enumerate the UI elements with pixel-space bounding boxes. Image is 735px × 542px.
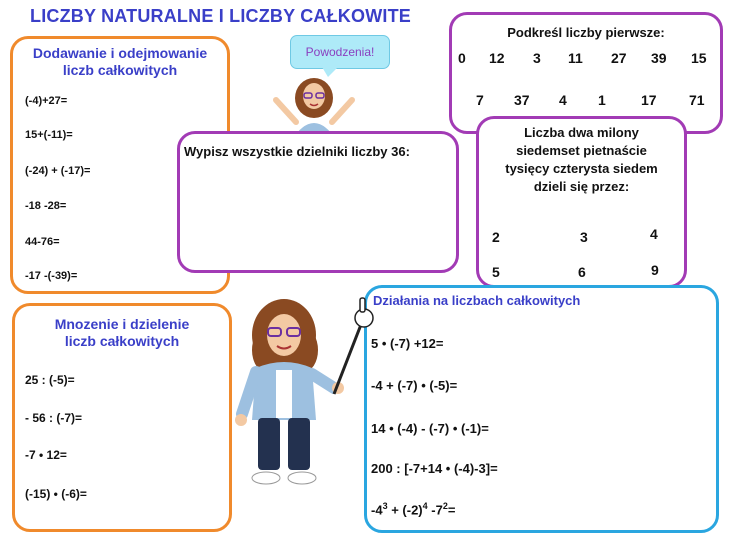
add-sub-title — [13, 45, 227, 79]
prime-candidate: 3 — [533, 50, 541, 66]
operation-item: 200 : [-7+14 • (-4)-3]= — [371, 461, 498, 476]
teacher-avatar-small — [270, 72, 358, 134]
add-sub-title-line2: liczb całkowitych — [62, 62, 178, 78]
add-sub-item: -17 -(-39)= — [25, 270, 78, 282]
operations-title: Działania na liczbach całkowitych — [373, 293, 581, 308]
prime-candidate: 1 — [598, 92, 606, 108]
mul-div-item: 25 : (-5)= — [25, 373, 75, 387]
mul-div-title — [15, 316, 229, 350]
power-exponent: 4 — [422, 501, 428, 511]
prime-candidate: 17 — [641, 92, 657, 108]
add-sub-item: -18 -28= — [25, 200, 67, 212]
prime-candidate: 11 — [568, 50, 583, 66]
divisors-box — [177, 131, 459, 273]
page-title: LICZBY NATURALNE I LICZBY CAŁKOWITE — [30, 6, 411, 26]
divisible-title-line1: Liczba dwa milony — [524, 125, 639, 140]
equals-sign: = — [447, 502, 456, 518]
operation-item: 5 • (-7) +12= — [371, 336, 444, 351]
power-base: + (-2) — [391, 502, 423, 518]
mul-div-item: (-15) • (-6)= — [25, 487, 87, 501]
mul-div-title-line1: Mnozenie i dzielenie — [54, 316, 190, 332]
prime-candidate: 39 — [651, 50, 667, 66]
operation-item: 14 • (-4) - (-7) • (-1)= — [371, 421, 489, 436]
prime-candidate: 27 — [611, 50, 627, 66]
mul-div-title-line2: liczb całkowitych — [64, 333, 180, 349]
divisor-option: 5 — [492, 264, 500, 280]
add-sub-item: (-4)+27= — [25, 95, 68, 107]
prime-candidate: 7 — [476, 92, 484, 108]
add-sub-item: 44-76= — [25, 236, 60, 248]
power-base: -4 — [371, 502, 383, 518]
divisible-title — [479, 124, 684, 196]
operation-item: -4 + (-7) • (-5)= — [371, 378, 458, 393]
divisor-option: 6 — [578, 264, 586, 280]
prime-candidate: 15 — [691, 50, 707, 66]
mul-div-box — [12, 303, 232, 532]
prime-candidate: 4 — [559, 92, 567, 108]
power-exponent: 2 — [442, 501, 448, 511]
teacher-avatar-pointer — [226, 290, 376, 490]
mul-div-item: -7 • 12= — [25, 448, 67, 462]
primes-title: Podkreśl liczby pierwsze: — [507, 25, 665, 40]
power-base: -7 — [431, 502, 443, 518]
divisible-title-line4: dzieli się przez: — [533, 179, 630, 194]
add-sub-title-line1: Dodawanie i odejmowanie — [32, 45, 208, 61]
power-exponent: 3 — [382, 501, 388, 511]
divisor-option: 2 — [492, 229, 500, 245]
operations-box — [364, 285, 719, 533]
divisible-title-line2: siedemset pietnaście — [516, 143, 647, 158]
divisor-option: 9 — [651, 262, 659, 278]
add-sub-item: 15+(-11)= — [25, 129, 73, 141]
divisor-option: 3 — [580, 229, 588, 245]
divisor-option: 4 — [650, 226, 658, 242]
prime-candidate: 71 — [689, 92, 705, 108]
divisible-box — [476, 116, 687, 288]
speech-bubble: Powodzenia! — [290, 35, 390, 69]
operation-item-powers — [371, 501, 455, 517]
prime-candidate: 12 — [489, 50, 505, 66]
prime-candidate: 37 — [514, 92, 530, 108]
add-sub-item: (-24) + (-17)= — [25, 165, 91, 177]
prime-candidate: 0 — [458, 50, 466, 66]
mul-div-item: - 56 : (-7)= — [25, 411, 83, 425]
divisible-title-line3: tysięcy czterysta siedem — [505, 161, 658, 176]
divisors-title: Wypisz wszystkie dzielniki liczby 36: — [184, 144, 410, 159]
